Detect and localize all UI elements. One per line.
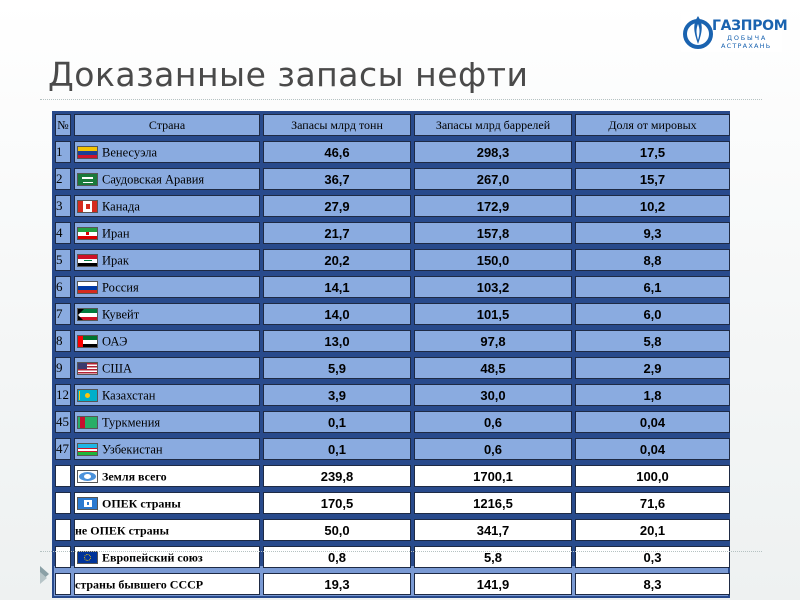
reserves-barrels: 30,0: [414, 384, 572, 406]
country-label-cell: [74, 411, 260, 433]
aggregate-row: [55, 573, 730, 595]
reserves-barrels: 97,8: [414, 330, 572, 352]
reserves-tonnes: 19,3: [263, 573, 411, 595]
header-index: №: [55, 114, 71, 136]
world-share: 0,04: [575, 411, 730, 433]
table-row: [55, 357, 730, 379]
kazakhstan-flag-icon: [77, 389, 98, 402]
title-divider: [40, 99, 762, 101]
reserves-barrels: 172,9: [414, 195, 572, 217]
gazprom-logo: [681, 12, 788, 52]
aggregate-label: Европейский союз: [102, 550, 203, 565]
aggregate-row: [55, 465, 730, 487]
world-share: 6,1: [575, 276, 730, 298]
eu-flag-icon: [77, 551, 98, 564]
country-label-cell: [74, 249, 260, 271]
country-label: Ирак: [102, 253, 129, 268]
uzbekistan-flag-icon: [77, 443, 98, 456]
reserves-barrels: 141,9: [414, 573, 572, 595]
reserves-tonnes: 0,1: [263, 411, 411, 433]
reserves-tonnes: 20,2: [263, 249, 411, 271]
iraq-flag-icon: [77, 254, 98, 267]
table-row: [55, 438, 730, 460]
world-share: 20,1: [575, 519, 730, 541]
country-label-cell: [74, 384, 260, 406]
reserves-tonnes: 14,0: [263, 303, 411, 325]
aggregate-label: не ОПЕК страны: [75, 523, 169, 538]
aggregate-label: страны бывшего СССР: [75, 577, 204, 592]
reserves-barrels: 101,5: [414, 303, 572, 325]
reserves-tonnes: 5,9: [263, 357, 411, 379]
row-index: 45: [55, 411, 71, 433]
row-index-empty: [55, 492, 71, 514]
country-label: Канада: [102, 199, 140, 214]
canada-flag-icon: [77, 200, 98, 213]
world-share: 5,8: [575, 330, 730, 352]
country-label: Туркмения: [102, 415, 161, 430]
row-index: 9: [55, 357, 71, 379]
country-label: Узбекистан: [102, 442, 163, 457]
world-share: 0,04: [575, 438, 730, 460]
world-share: 17,5: [575, 141, 730, 163]
row-index-empty: [55, 465, 71, 487]
country-label-cell: [74, 168, 260, 190]
header-share: Доля от мировых: [575, 114, 730, 136]
slide-title: Доказанные запасы нефти: [48, 55, 529, 94]
table-header-row: [55, 114, 730, 136]
reserves-tonnes: 14,1: [263, 276, 411, 298]
table-row: [55, 303, 730, 325]
world-share: 71,6: [575, 492, 730, 514]
reserves-tonnes: 239,8: [263, 465, 411, 487]
aggregate-row: [55, 519, 730, 541]
reserves-barrels: 341,7: [414, 519, 572, 541]
table-row: [55, 384, 730, 406]
reserves-barrels: 298,3: [414, 141, 572, 163]
row-index: 12: [55, 384, 71, 406]
kuwait-flag-icon: [77, 308, 98, 321]
country-label-cell: [74, 222, 260, 244]
country-label: Иран: [102, 226, 130, 241]
aggregate-label-cell: [74, 465, 260, 487]
country-label: Казахстан: [102, 388, 156, 403]
reserves-tonnes: 0,1: [263, 438, 411, 460]
world-share: 100,0: [575, 465, 730, 487]
venezuela-flag-icon: [77, 146, 98, 159]
table-row: [55, 411, 730, 433]
row-index: 8: [55, 330, 71, 352]
country-label: Россия: [102, 280, 139, 295]
aggregate-label-cell: [74, 573, 260, 595]
aggregate-label: ОПЕК страны: [102, 496, 181, 511]
table-row: [55, 276, 730, 298]
aggregate-row: [55, 546, 730, 568]
country-label-cell: [74, 330, 260, 352]
turkmenistan-flag-icon: [77, 416, 98, 429]
row-index: 4: [55, 222, 71, 244]
aggregate-label-cell: [74, 519, 260, 541]
country-label-cell: [74, 276, 260, 298]
table-row: [55, 195, 730, 217]
country-label: Венесуэла: [102, 145, 157, 160]
reserves-tonnes: 27,9: [263, 195, 411, 217]
world-share: 15,7: [575, 168, 730, 190]
header-country: Страна: [74, 114, 260, 136]
country-label: ОАЭ: [102, 334, 128, 349]
russia-flag-icon: [77, 281, 98, 294]
reserves-barrels: 150,0: [414, 249, 572, 271]
row-index: 7: [55, 303, 71, 325]
world-share: 6,0: [575, 303, 730, 325]
nav-arrow-shadow-icon: [40, 572, 47, 584]
header-tonnes: Запасы млрд тонн: [263, 114, 411, 136]
country-label: Саудовская Аравия: [102, 172, 205, 187]
reserves-barrels: 5,8: [414, 546, 572, 568]
reserves-tonnes: 0,8: [263, 546, 411, 568]
reserves-tonnes: 36,7: [263, 168, 411, 190]
logo-line1: ГАЗПРОМ: [712, 18, 788, 34]
bottom-divider: [40, 551, 762, 553]
aggregate-row: [55, 492, 730, 514]
row-index: 5: [55, 249, 71, 271]
row-index-empty: [55, 519, 71, 541]
row-index: 6: [55, 276, 71, 298]
reserves-barrels: 103,2: [414, 276, 572, 298]
country-label: США: [102, 361, 132, 376]
table-row: [55, 249, 730, 271]
reserves-barrels: 1216,5: [414, 492, 572, 514]
world-share: 10,2: [575, 195, 730, 217]
reserves-barrels: 48,5: [414, 357, 572, 379]
country-label-cell: [74, 357, 260, 379]
country-label: Кувейт: [102, 307, 140, 322]
aggregate-label-cell: [74, 492, 260, 514]
reserves-barrels: 1700,1: [414, 465, 572, 487]
row-index: 1: [55, 141, 71, 163]
reserves-barrels: 0,6: [414, 411, 572, 433]
table-row: [55, 168, 730, 190]
reserves-tonnes: 46,6: [263, 141, 411, 163]
iran-flag-icon: [77, 227, 98, 240]
reserves-tonnes: 13,0: [263, 330, 411, 352]
country-label-cell: [74, 141, 260, 163]
reserves-tonnes: 50,0: [263, 519, 411, 541]
saudi-flag-icon: [77, 173, 98, 186]
row-index: 3: [55, 195, 71, 217]
un-flag-icon: [77, 470, 98, 483]
world-share: 1,8: [575, 384, 730, 406]
aggregate-label: Земля всего: [102, 469, 167, 484]
usa-flag-icon: [77, 362, 98, 375]
logo-line2: ДОБЫЧА: [727, 34, 768, 42]
reserves-tonnes: 170,5: [263, 492, 411, 514]
header-barrels: Запасы млрд баррелей: [414, 114, 572, 136]
reserves-barrels: 157,8: [414, 222, 572, 244]
row-index-empty: [55, 573, 71, 595]
country-label-cell: [74, 195, 260, 217]
reserves-tonnes: 3,9: [263, 384, 411, 406]
row-index: 2: [55, 168, 71, 190]
table-row: [55, 141, 730, 163]
row-index-empty: [55, 546, 71, 568]
country-label-cell: [74, 303, 260, 325]
opec-flag-icon: [77, 497, 98, 510]
uae-flag-icon: [77, 335, 98, 348]
reserves-tonnes: 21,7: [263, 222, 411, 244]
oil-reserves-table: [52, 109, 733, 600]
world-share: 0,3: [575, 546, 730, 568]
table-row: [55, 330, 730, 352]
table-row: [55, 222, 730, 244]
world-share: 8,8: [575, 249, 730, 271]
reserves-barrels: 267,0: [414, 168, 572, 190]
world-share: 8,3: [575, 573, 730, 595]
row-index: 47: [55, 438, 71, 460]
world-share: 9,3: [575, 222, 730, 244]
logo-line3: АСТРАХАНЬ: [721, 42, 772, 50]
world-share: 2,9: [575, 357, 730, 379]
reserves-barrels: 0,6: [414, 438, 572, 460]
aggregate-label-cell: [74, 546, 260, 568]
country-label-cell: [74, 438, 260, 460]
gazprom-flame-icon: [683, 14, 713, 50]
